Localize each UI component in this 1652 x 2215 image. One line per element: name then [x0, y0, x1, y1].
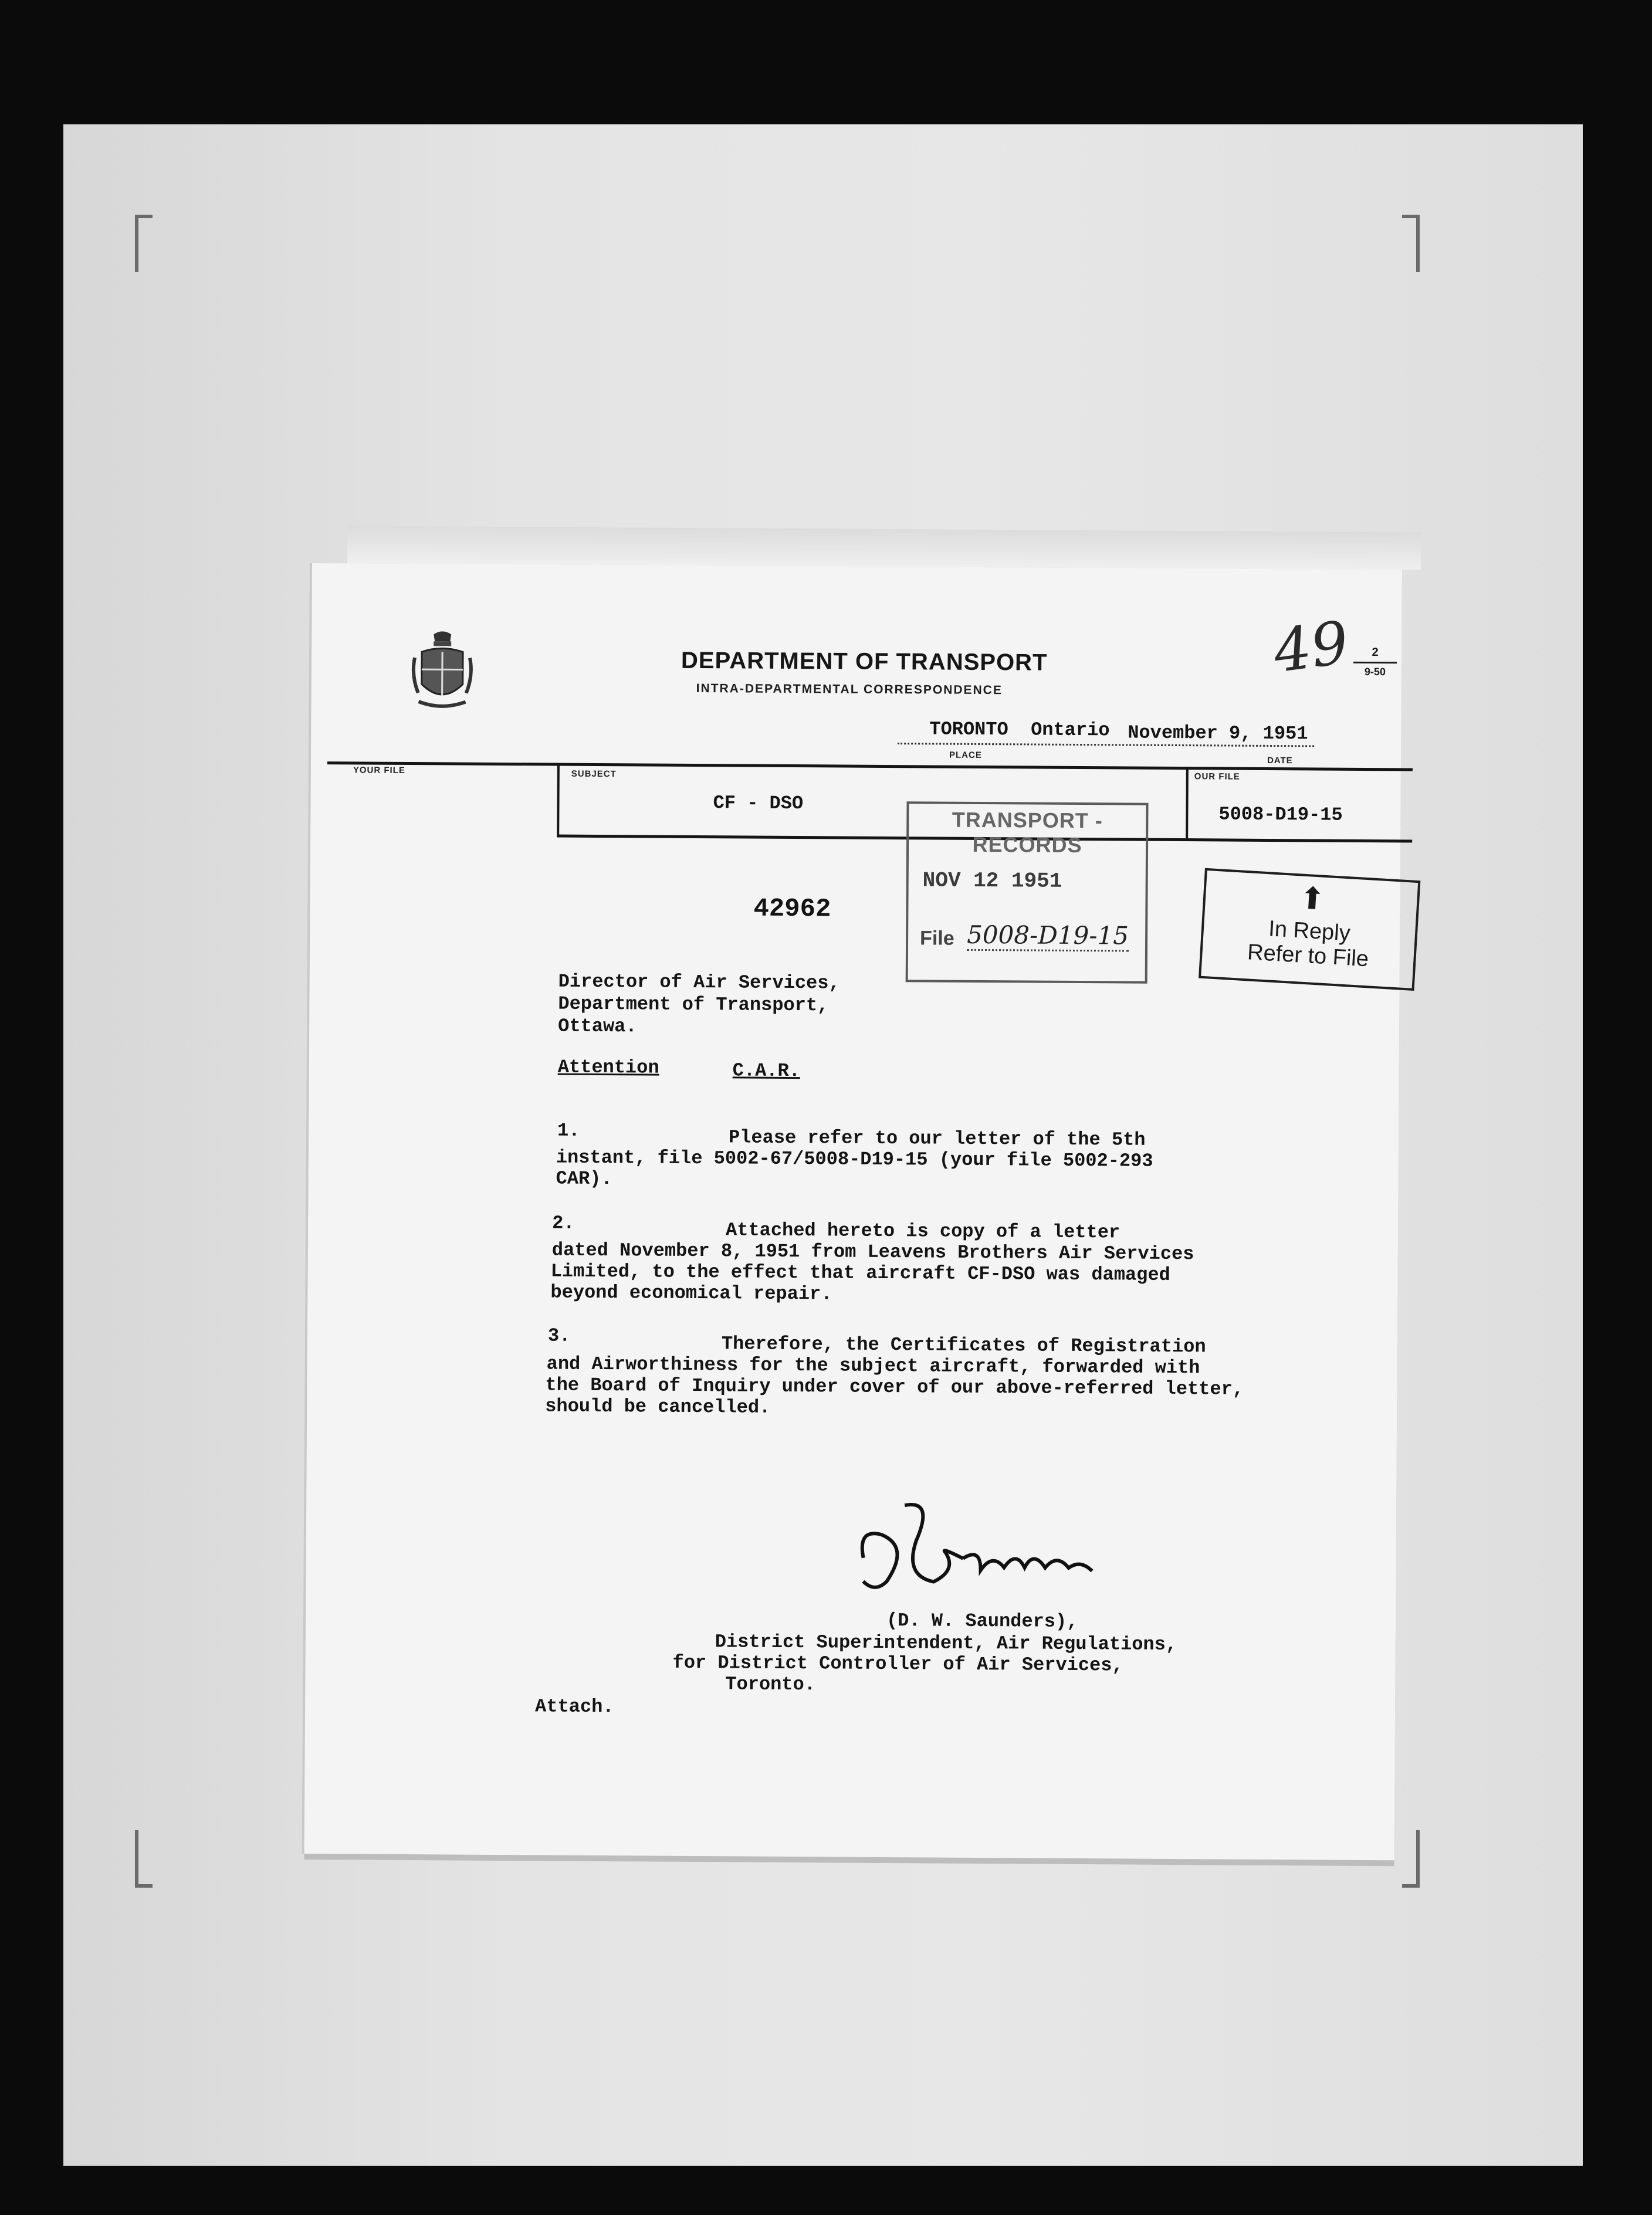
paragraph-2-line1: Attached hereto is copy of a letter [725, 1219, 1120, 1244]
place-value: TORONTO Ontario [929, 718, 1110, 741]
letter-sheet [304, 563, 1402, 1860]
correspondence-subtitle: INTRA-DEPARTMENTAL CORRESPONDENCE [696, 682, 1003, 697]
signatory-city: Toronto. [725, 1673, 816, 1696]
attention-label: Attention [557, 1056, 659, 1079]
paragraph-3-line1: Therefore, the Certificates of Registration [721, 1333, 1206, 1358]
place-label: PLACE [949, 750, 982, 760]
header-divider-2 [1186, 767, 1189, 838]
paragraph-1-line3: CAR). [556, 1167, 612, 1190]
paragraph-1-line1: Please refer to our letter of the 5th [728, 1126, 1146, 1151]
paragraph-3-line4: should be cancelled. [545, 1395, 771, 1418]
subject-value: CF - DSO [713, 792, 804, 815]
header-rule-top [327, 761, 1413, 771]
crop-mark-top-right [1402, 215, 1420, 272]
signatory-name: (D. W. Saunders), [886, 1610, 1078, 1633]
stamp-file-label: File [919, 927, 954, 950]
crop-mark-bottom-left [135, 1830, 153, 1888]
coat-of-arms-icon [409, 628, 475, 717]
signatory-for-line: for District Controller of Air Services, [672, 1651, 1123, 1677]
crop-mark-bottom-right [1402, 1830, 1420, 1888]
stamp-file-handwritten: 5008-D19-15 [967, 920, 1129, 952]
addressee-line1: Director of Air Services, [558, 970, 840, 994]
handwritten-signature [845, 1493, 1116, 1613]
form-number [1353, 646, 1397, 678]
in-reply-line1: In Reply [1268, 916, 1351, 946]
attention-value: C.A.R. [732, 1059, 801, 1082]
records-received-stamp [906, 801, 1149, 984]
up-arrow-icon: ⬆ [1298, 880, 1326, 917]
signatory-title: District Superintendent, Air Regulations, [715, 1631, 1177, 1656]
in-reply-stamp [1199, 868, 1420, 991]
header-divider-1 [557, 763, 560, 835]
our-file-value: 5008-D19-15 [1218, 803, 1343, 826]
subject-label: SUBJECT [571, 768, 617, 780]
paragraph-1-number: 1. [557, 1119, 580, 1142]
date-label: DATE [1267, 755, 1293, 766]
reference-number: 42962 [753, 894, 831, 924]
paragraph-2-line4: beyond economical repair. [550, 1281, 832, 1305]
form-date-value: 9-50 [1364, 665, 1386, 678]
stamp-date: NOV 12 1951 [922, 868, 1062, 893]
paragraph-2-number: 2. [552, 1212, 575, 1234]
your-file-label: YOUR FILE [353, 765, 405, 775]
form-number-value: 2 [1353, 646, 1397, 663]
date-value: November 9, 1951 [1128, 722, 1308, 745]
paragraph-3-line2: and Airworthiness for the subject aircraft, forwarded with [546, 1353, 1200, 1379]
handwritten-page-number: 49 [1269, 608, 1353, 686]
paragraph-3-line3: the Board of Inquiry under cover of our above-referred letter, [545, 1374, 1244, 1400]
addressee-line2: Department of Transport, [558, 993, 829, 1017]
paragraph-3-number: 3. [547, 1325, 571, 1347]
addressee-line3: Ottawa. [558, 1015, 637, 1038]
crop-mark-top-left [135, 215, 153, 272]
department-title: DEPARTMENT OF TRANSPORT [681, 647, 1048, 676]
our-file-label: OUR FILE [1194, 771, 1240, 782]
in-reply-line2: Refer to File [1247, 940, 1370, 972]
paper-top-edge [347, 526, 1421, 570]
paragraph-2-line2: dated November 8, 1951 from Leavens Brothers Air Services [551, 1239, 1194, 1265]
stamp-header: TRANSPORT - RECORDS [952, 807, 1103, 858]
paragraph-2-line3: Limited, to the effect that aircraft CF-DSO was damaged [550, 1260, 1170, 1286]
paragraph-1-line2: instant, file 5002-67/5008-D19-15 (your file 5002-293 [556, 1146, 1153, 1172]
enclosure-note: Attach. [534, 1695, 614, 1718]
